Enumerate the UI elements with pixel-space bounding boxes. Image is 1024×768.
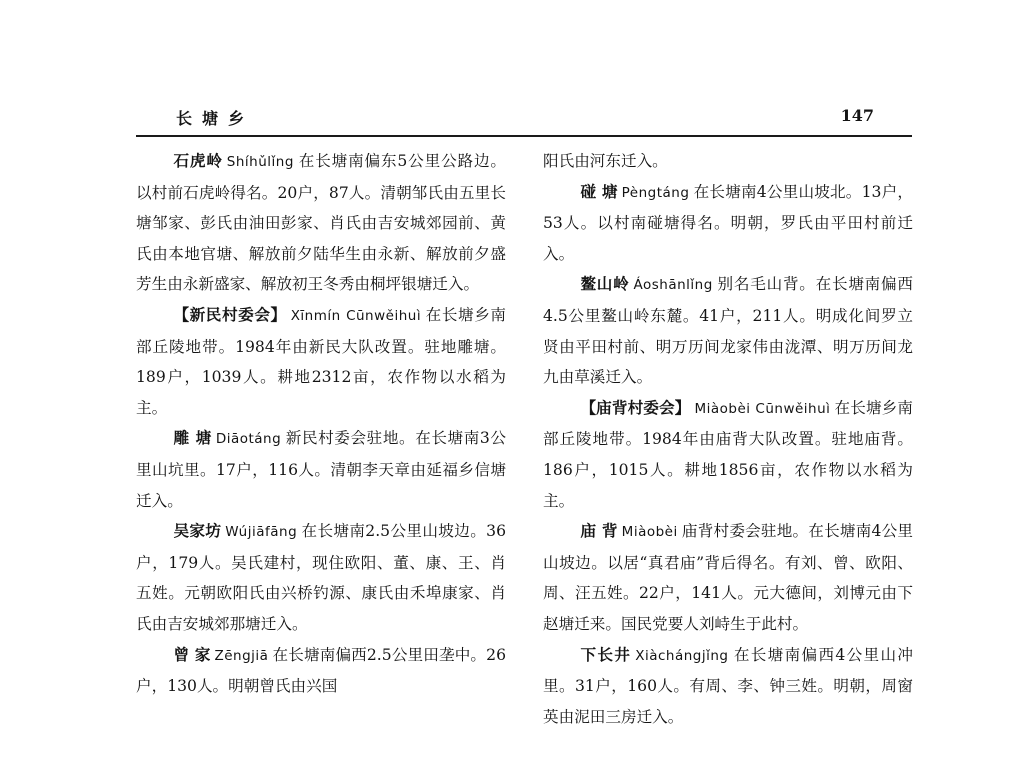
entry-romanization: Wújiāfāng — [225, 524, 298, 541]
entry — [136, 640, 506, 702]
entry-heading: 【新民村委会】 — [173, 305, 287, 324]
entry — [136, 423, 506, 516]
left-column — [136, 146, 506, 702]
entry-text: 在长塘乡南部丘陵地带。1984年由新民大队改置。驻地雕塘。189户，1039人。耕地2312亩，农作物以水稻为主。 — [136, 305, 506, 417]
entry-text: 在长塘南2.5公里山坡边。36户，179人。吴氏建村，现住欧阳、董、康、王、肖五姓。元朝欧阳氏由兴桥钓源、康氏由禾埠康家、肖氏由吉安城郊那塘迁入。 — [136, 522, 506, 633]
entry-romanization: Xiàchángjǐng — [635, 647, 729, 664]
entry-romanization: Pèngtáng — [621, 184, 690, 201]
running-head — [130, 106, 914, 130]
entry — [543, 640, 913, 733]
entry-heading: 鳌山岭 — [580, 275, 630, 294]
entry-text: 别名毛山背。在长塘南偏西4.5公里鳌山岭东麓。41户，211人。明成化间罗立贤由平田村前、明万历间龙家伟由泷潭、明万历间龙九由草溪迁入。 — [543, 275, 913, 387]
entry-heading: 雕 塘 — [173, 429, 212, 448]
entry-text: 在长塘乡南部丘陵地带。1984年由庙背大队改置。驻地庙背。186户，1015人。耕地1856亩，农作物以水稻为主。 — [543, 398, 913, 510]
entry-heading: 庙 背 — [580, 522, 618, 541]
entry-text: 在长塘南偏东5公里公路边。以村前石虎岭得名。20户，87人。清朝邹氏由五里长塘邹家、彭氏由油田彭家、肖氏由吉安城郊园前、黄氏由本地官塘、解放前夕陆华生由永新、解放前夕盛芳生由永新盛家、解放初王冬秀由桐坪银塘迁入。 — [136, 152, 506, 294]
entry-romanization: Miàobèi Cūnwěihuì — [694, 400, 831, 417]
section-name: 长塘乡 — [176, 109, 255, 128]
entry-romanization: Miàobèi — [621, 524, 678, 541]
entry-text: 在长塘南4公里山坡北。13户，53人。以村南碰塘得名。明朝，罗氏由平田村前迁入。 — [543, 182, 914, 263]
entry — [136, 146, 506, 300]
entry-continuation — [543, 146, 913, 177]
entry — [136, 516, 506, 639]
entry-heading: 石虎岭 — [173, 152, 223, 170]
entry-romanization: Xīnmín Cūnwěihuì — [290, 307, 422, 324]
entry — [543, 269, 913, 392]
entry-heading: 碰 塘 — [580, 182, 618, 201]
entry-heading: 下长井 — [580, 645, 632, 664]
entry — [136, 300, 506, 423]
entry — [543, 393, 913, 516]
header-rule — [136, 135, 912, 137]
entry-text: 在长塘南偏西2.5公里田垄中。26户，130人。明朝曾氏由兴国 — [136, 645, 506, 696]
entry-heading: 曾 家 — [173, 645, 211, 664]
entry-text: 庙背村委会驻地。在长塘南4公里山坡边。以居“真君庙”背后得名。有刘、曾、欧阳、周、汪五姓。22户，141人。元大德间，刘博元由下赵塘迁来。国民党要人刘峙生于此村。 — [543, 522, 914, 633]
right-column — [543, 146, 913, 732]
entry-text: 在长塘南偏西4公里山冲里。31户，160人。有周、李、钟三姓。明朝，周窗英由泥田三房迁入。 — [543, 645, 913, 726]
entry-text: 阳氏由河东迁入。 — [543, 152, 668, 170]
entry-text: 新民村委会驻地。在长塘南3公里山坑里。17户，116人。清朝李天章由延福乡信塘迁入。 — [136, 429, 506, 510]
entry — [543, 516, 913, 639]
entry-romanization: Áoshānlǐng — [633, 277, 713, 294]
entry-heading: 吴家坊 — [173, 522, 222, 541]
entry-romanization: Diāotáng — [215, 431, 282, 448]
entry-romanization: Shíhǔlǐng — [226, 154, 294, 170]
entry-romanization: Zēngjiā — [214, 647, 269, 664]
entry — [543, 177, 913, 270]
entry-heading: 【庙背村委会】 — [580, 398, 691, 417]
page-number: 147 — [840, 106, 874, 125]
